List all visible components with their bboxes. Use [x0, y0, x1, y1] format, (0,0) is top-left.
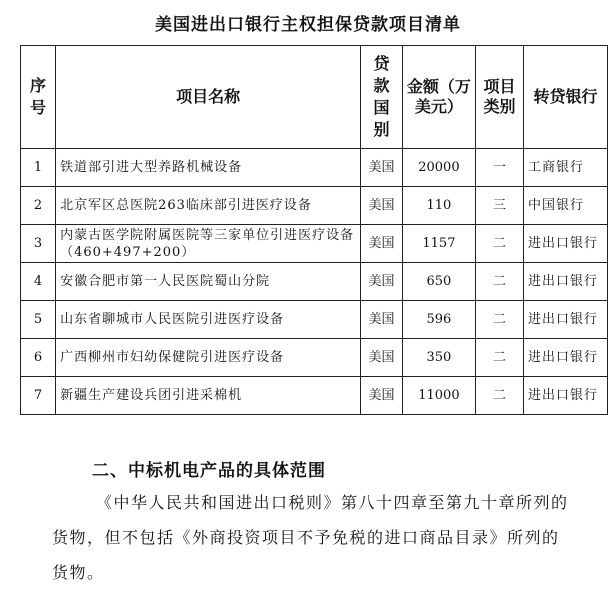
- cell-amount: 1157: [402, 225, 475, 263]
- cell-project-name: 内蒙古医学院附属医院等三家单位引进医疗设备（460+497+200）: [56, 225, 361, 263]
- cell-amount: 20000: [402, 149, 475, 187]
- cell-category: 二: [476, 377, 524, 415]
- cell-amount: 11000: [402, 377, 475, 415]
- table-row: [21, 263, 608, 301]
- cell-bank: 中国银行: [523, 187, 607, 225]
- cell-seq: 2: [21, 187, 56, 225]
- header-amount: 金额（万美元）: [402, 46, 475, 149]
- cell-country: 美国: [361, 377, 402, 415]
- cell-bank: 进出口银行: [523, 225, 607, 263]
- cell-bank: 工商银行: [523, 149, 607, 187]
- header-onlending-bank: 转贷银行: [523, 46, 607, 149]
- section-heading: 二、中标机电产品的具体范围: [92, 461, 326, 481]
- table-row: [21, 187, 608, 225]
- cell-category: 二: [476, 263, 524, 301]
- header-seq: 序号: [21, 46, 56, 149]
- cell-project-name: 新疆生产建设兵团引进采棉机: [56, 377, 361, 415]
- cell-country: 美国: [361, 263, 402, 301]
- cell-amount: 110: [402, 187, 475, 225]
- cell-seq: 4: [21, 263, 56, 301]
- cell-bank: 进出口银行: [523, 301, 607, 339]
- loan-project-table: [20, 45, 608, 415]
- cell-project-name: 铁道部引进大型养路机械设备: [56, 149, 361, 187]
- cell-category: 二: [476, 339, 524, 377]
- header-category: 项目类别: [476, 46, 524, 149]
- document-title: 美国进出口银行主权担保贷款项目清单: [155, 15, 461, 35]
- table-row: [21, 149, 608, 187]
- cell-category: 二: [476, 301, 524, 339]
- cell-category: 一: [476, 149, 524, 187]
- cell-country: 美国: [361, 187, 402, 225]
- section-paragraph: 《中华人民共和国进出口税则》第八十四章至第九十章所列的货物，但不包括《外商投资项目不予免税的进口商品目录》所列的货物。: [52, 493, 569, 582]
- cell-seq: 3: [21, 225, 56, 263]
- cell-project-name: 广西柳州市妇幼保健院引进医疗设备: [56, 339, 361, 377]
- table-row: [21, 301, 608, 339]
- header-loan-country: 贷款国别: [361, 46, 402, 149]
- cell-country: 美国: [361, 301, 402, 339]
- cell-bank: 进出口银行: [523, 339, 607, 377]
- table-header-row: [21, 46, 608, 149]
- cell-seq: 5: [21, 301, 56, 339]
- cell-seq: 7: [21, 377, 56, 415]
- cell-amount: 650: [402, 263, 475, 301]
- header-project-name: 项目名称: [56, 46, 361, 149]
- cell-bank: 进出口银行: [523, 263, 607, 301]
- table-row: [21, 225, 608, 263]
- cell-country: 美国: [361, 149, 402, 187]
- cell-category: 二: [476, 225, 524, 263]
- cell-country: 美国: [361, 339, 402, 377]
- cell-seq: 1: [21, 149, 56, 187]
- table-row: [21, 339, 608, 377]
- cell-amount: 596: [402, 301, 475, 339]
- cell-amount: 350: [402, 339, 475, 377]
- cell-seq: 6: [21, 339, 56, 377]
- cell-bank: 进出口银行: [523, 377, 607, 415]
- cell-project-name: 北京军区总医院263临床部引进医疗设备: [56, 187, 361, 225]
- cell-country: 美国: [361, 225, 402, 263]
- cell-category: 三: [476, 187, 524, 225]
- table-row: [21, 377, 608, 415]
- cell-project-name: 安徽合肥市第一人民医院蜀山分院: [56, 263, 361, 301]
- cell-project-name: 山东省聊城市人民医院引进医疗设备: [56, 301, 361, 339]
